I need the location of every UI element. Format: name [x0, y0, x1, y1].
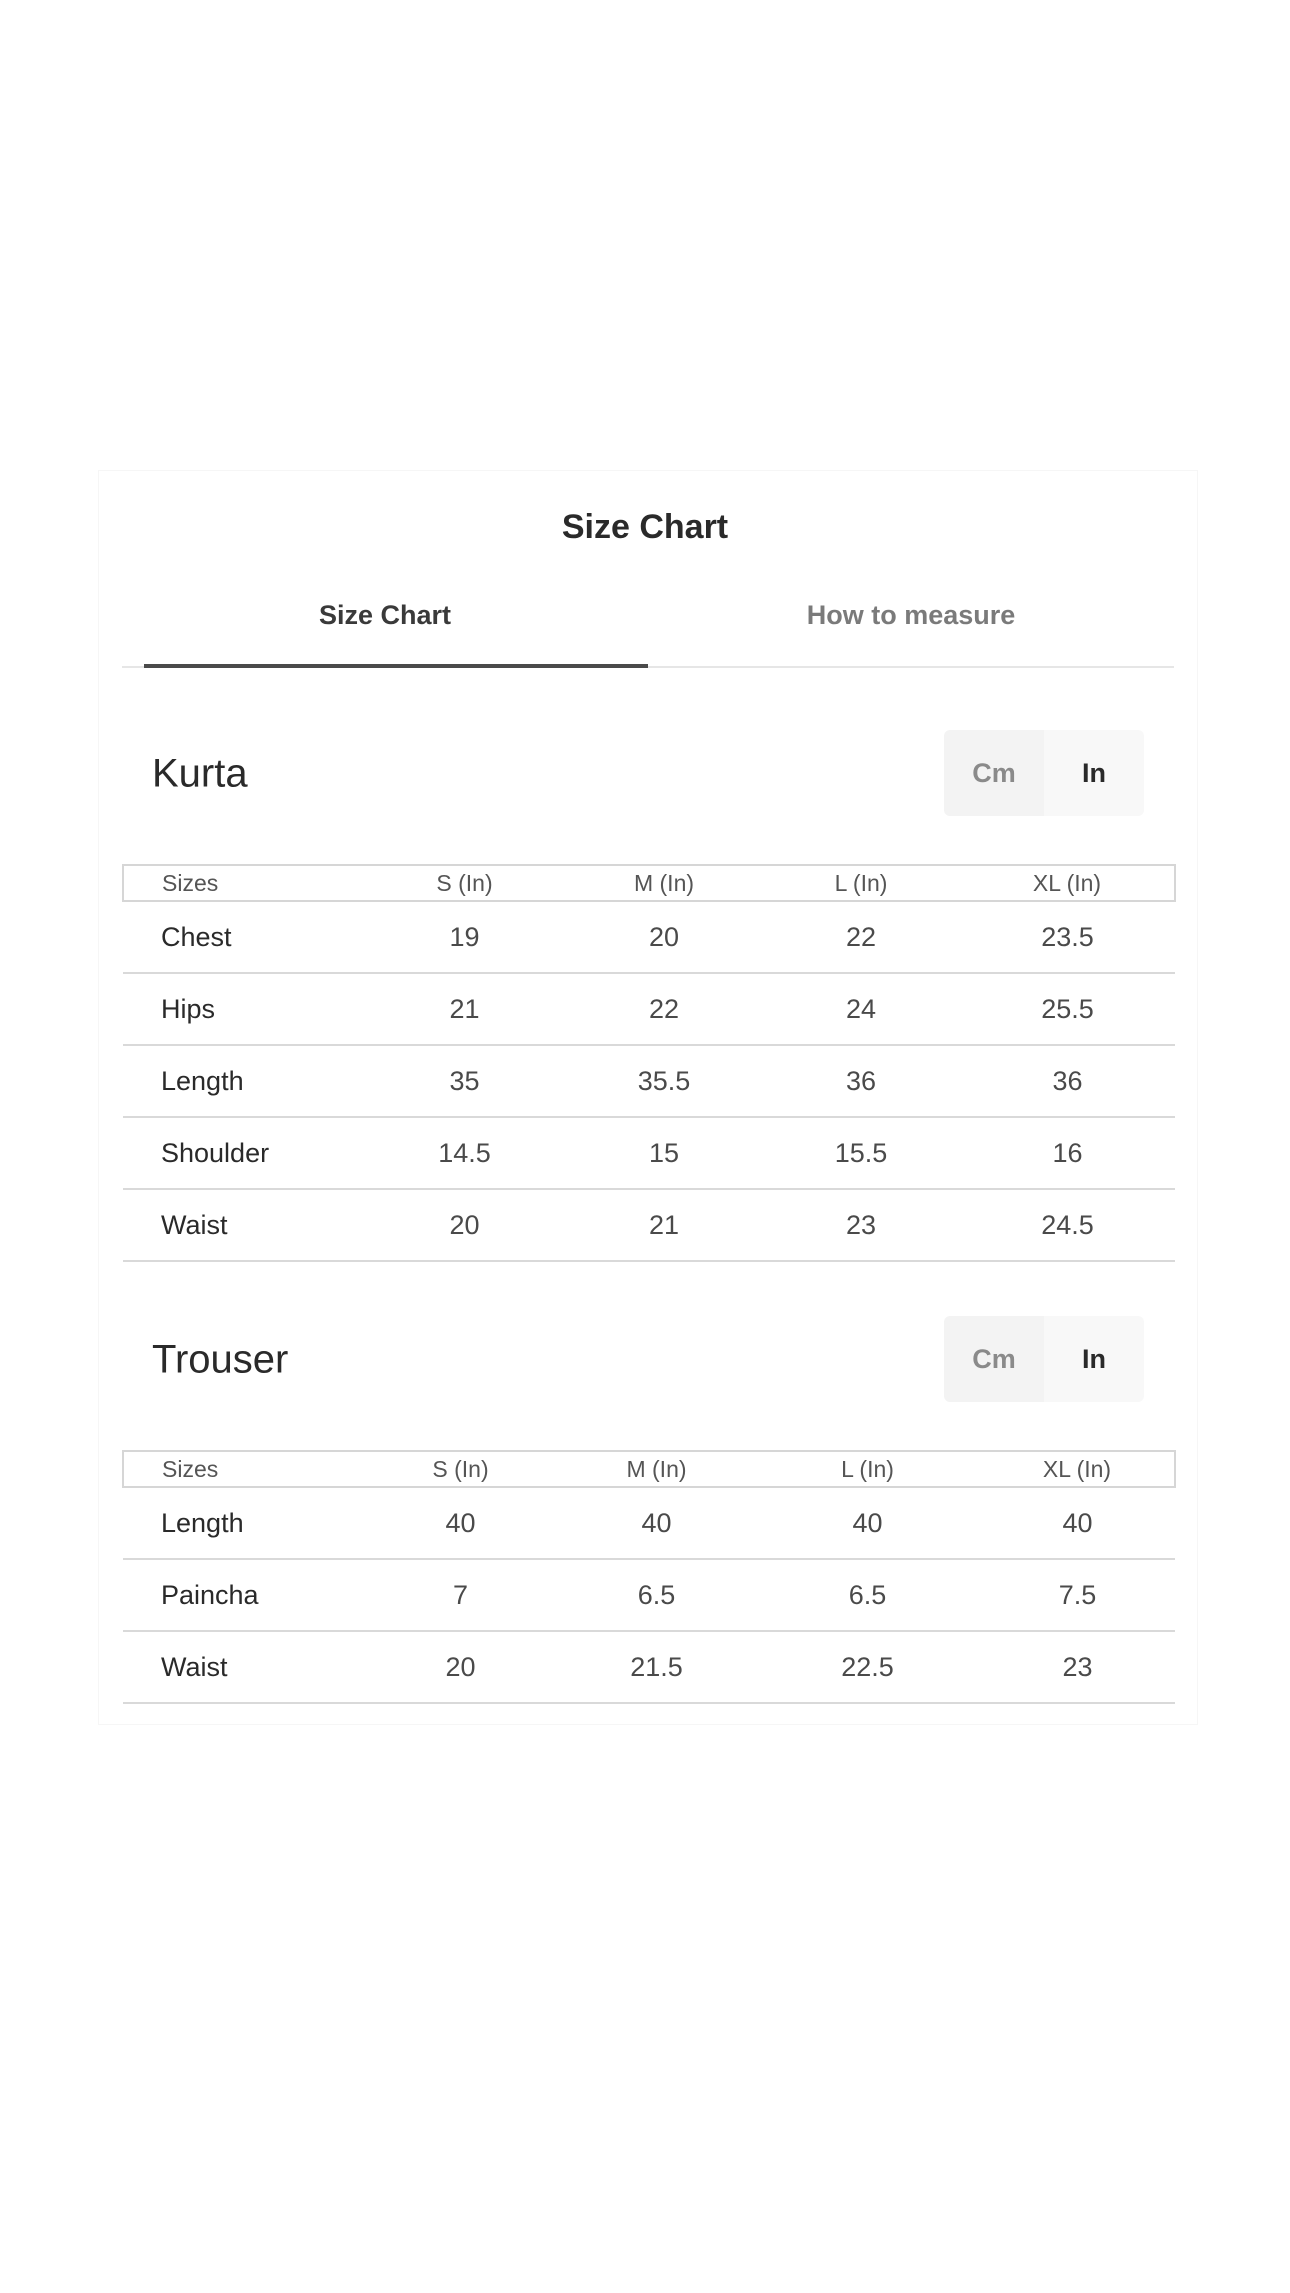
trouser-unit-toggle [944, 1316, 1144, 1402]
modal-title: Size Chart [561, 508, 729, 546]
trouser-col-m: M (In) [558, 1451, 755, 1487]
trouser-col-s: S (In) [363, 1451, 558, 1487]
cell-value: 36 [960, 1045, 1175, 1117]
kurta-header [122, 730, 1174, 818]
cell-value: 23 [980, 1631, 1175, 1703]
kurta-col-m: M (In) [566, 865, 762, 901]
table-row [123, 1559, 1175, 1631]
kurta-col-s: S (In) [363, 865, 566, 901]
row-label: Length [123, 1487, 363, 1559]
trouser-header-row [123, 1451, 1175, 1487]
row-label: Length [123, 1045, 363, 1117]
table-row [123, 973, 1175, 1045]
row-label: Paincha [123, 1559, 363, 1631]
trouser-col-xl: XL (In) [980, 1451, 1175, 1487]
cell-value: 25.5 [960, 973, 1175, 1045]
cell-value: 21.5 [558, 1631, 755, 1703]
cell-value: 20 [363, 1189, 566, 1261]
kurta-col-xl: XL (In) [960, 865, 1175, 901]
trouser-section [122, 1316, 1174, 1704]
cell-value: 15.5 [762, 1117, 960, 1189]
table-row [123, 1487, 1175, 1559]
cell-value: 40 [755, 1487, 980, 1559]
cell-value: 22 [762, 901, 960, 973]
cell-value: 7 [363, 1559, 558, 1631]
table-row [123, 1631, 1175, 1703]
row-label: Chest [123, 901, 363, 973]
kurta-unit-toggle [944, 730, 1144, 816]
row-label: Waist [123, 1189, 363, 1261]
trouser-title: Trouser [152, 1337, 289, 1382]
cell-value: 20 [363, 1631, 558, 1703]
trouser-col-l: L (In) [755, 1451, 980, 1487]
cell-value: 22 [566, 973, 762, 1045]
trouser-cm-button[interactable]: Cm [944, 1316, 1044, 1402]
cell-value: 40 [363, 1487, 558, 1559]
cell-value: 20 [566, 901, 762, 973]
trouser-size-table [122, 1450, 1176, 1704]
row-label: Waist [123, 1631, 363, 1703]
cell-value: 6.5 [755, 1559, 980, 1631]
kurta-title: Kurta [152, 751, 248, 796]
cell-value: 16 [960, 1117, 1175, 1189]
cell-value: 23 [762, 1189, 960, 1261]
row-label: Hips [123, 973, 363, 1045]
tab-bar [122, 578, 1174, 668]
cell-value: 24 [762, 973, 960, 1045]
row-label: Shoulder [123, 1117, 363, 1189]
cell-value: 21 [566, 1189, 762, 1261]
tab-size-chart[interactable]: Size Chart [122, 578, 648, 666]
cell-value: 7.5 [980, 1559, 1175, 1631]
table-row [123, 1189, 1175, 1261]
table-row [123, 901, 1175, 973]
cell-value: 35 [363, 1045, 566, 1117]
cell-value: 15 [566, 1117, 762, 1189]
cell-value: 24.5 [960, 1189, 1175, 1261]
cell-value: 21 [363, 973, 566, 1045]
cell-value: 6.5 [558, 1559, 755, 1631]
cell-value: 19 [363, 901, 566, 973]
trouser-col-sizes: Sizes [123, 1451, 363, 1487]
kurta-section [122, 730, 1174, 1262]
cell-value: 22.5 [755, 1631, 980, 1703]
tab-how-to-measure[interactable]: How to measure [806, 600, 1016, 630]
cell-value: 36 [762, 1045, 960, 1117]
cell-value: 40 [980, 1487, 1175, 1559]
kurta-in-button[interactable]: In [1044, 730, 1144, 816]
kurta-size-table [122, 864, 1176, 1262]
trouser-in-button[interactable]: In [1044, 1316, 1144, 1402]
table-row [123, 1045, 1175, 1117]
cell-value: 40 [558, 1487, 755, 1559]
kurta-col-sizes: Sizes [123, 865, 363, 901]
cell-value: 23.5 [960, 901, 1175, 973]
cell-value: 14.5 [363, 1117, 566, 1189]
kurta-header-row [123, 865, 1175, 901]
trouser-header [122, 1316, 1174, 1404]
kurta-cm-button[interactable]: Cm [944, 730, 1044, 816]
cell-value: 35.5 [566, 1045, 762, 1117]
table-row [123, 1117, 1175, 1189]
kurta-col-l: L (In) [762, 865, 960, 901]
